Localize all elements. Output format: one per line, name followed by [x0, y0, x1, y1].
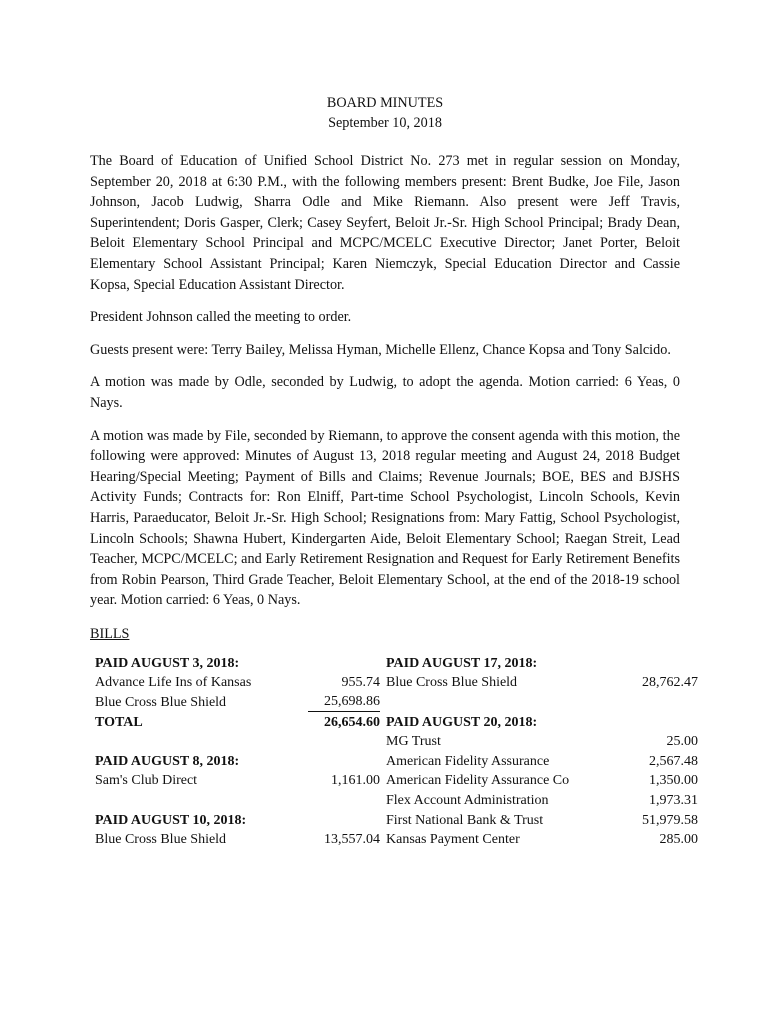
bills-right-column: [386, 654, 698, 850]
agenda-motion-paragraph: A motion was made by Odle, seconded by Ludwig, to adopt the agenda. Motion carried: 6 Yeas, 0 Nays.: [90, 374, 680, 411]
total-amount: 26,654.60: [324, 714, 380, 730]
aug8-heading: PAID AUGUST 8, 2018:: [95, 753, 240, 769]
consent-motion-paragraph: A motion was made by File, seconded by Riemann, to approve the consent agenda with this motion, the following were approved: Minutes of August 13, 2018 regular meeting and August 24, 2018 Budget Hearing/Special Meeting; Payment of Bills and Claims; Revenue Journals; BOE, BES and BJSHS Activity Funds; Contracts for: Ron Elniff, Part-time School Psychologist, Lincoln Schools, Kevin Harris, Paraeducator, Beloit Jr.-Sr. High School; Resignations from: Mary Fattig, School Psychologist, Lincoln Schools; Shawna Hubert, Kindergarten Aide, Beloit Elementary School; Raegan Streit, Lead Teacher, MCPC/MCELC; and Early Retirement Resignation and Request for Early Retirement Benefits from Robin Pearson, Third Grade Teacher, Beloit Elementary School, at the end of the 2018-19 school year. Motion carried: 6 Yeas, 0 Nays.: [90, 427, 680, 609]
spacer: [95, 791, 380, 811]
bill-amount: 1,161.00: [331, 773, 380, 789]
bills-group-heading: [95, 654, 380, 674]
document-date: September 10, 2018: [328, 115, 442, 131]
bill-payee: First National Bank & Trust: [386, 812, 544, 828]
document-title: BOARD MINUTES: [326, 95, 444, 111]
bill-amount: 51,979.58: [642, 812, 698, 828]
bill-row: [386, 830, 698, 850]
bill-payee: MG Trust: [386, 734, 441, 750]
bill-payee: Sam's Club Direct: [95, 773, 198, 789]
bill-row: [95, 673, 380, 693]
bills-section-label: BILLS: [90, 625, 130, 642]
bill-total-row: [95, 713, 380, 733]
bills-group-heading: [386, 654, 698, 674]
bill-amount: 28,762.47: [642, 675, 698, 691]
bill-payee: Advance Life Ins of Kansas: [95, 675, 252, 691]
bill-amount: 2,567.48: [649, 753, 698, 769]
bill-row: [95, 693, 380, 713]
bill-amount: 1,973.31: [649, 793, 698, 809]
bills-table: [90, 654, 698, 854]
bills-left-column: [95, 654, 380, 850]
bill-row: [386, 732, 698, 752]
bill-payee: Blue Cross Blue Shield: [95, 695, 227, 711]
bill-amount: 955.74: [341, 675, 380, 691]
bill-row: [386, 791, 698, 811]
spacer: [95, 732, 380, 752]
bill-row: [386, 673, 698, 693]
total-label: TOTAL: [95, 714, 143, 730]
spacer: [386, 693, 698, 713]
bill-row: [386, 771, 698, 791]
document-page: [90, 93, 698, 854]
bill-amount: 25.00: [666, 734, 698, 750]
bill-amount: 285.00: [659, 832, 698, 848]
bill-payee: Blue Cross Blue Shield: [386, 675, 518, 691]
guests-paragraph: Guests present were: Terry Bailey, Melissa Hyman, Michelle Ellenz, Chance Kopsa and Tony Salcido.: [90, 341, 671, 358]
aug17-heading: PAID AUGUST 17, 2018:: [386, 655, 538, 671]
bill-row: [95, 830, 380, 850]
bill-payee: American Fidelity Assurance: [386, 753, 550, 769]
intro-paragraph: The Board of Education of Unified School District No. 273 met in regular session on Monday, September 20, 2018 at 6:30 P.M., with the following members present: Brent Budke, Joe File, Jason Johnson, Jacob Ludwig, Sharra Odle and Mike Riemann. Also present were Jeff Travis, Superintendent; Doris Gasper, Clerk; Casey Seyfert, Beloit Jr.-Sr. High School Principal; Brady Dean, Beloit Elementary School Principal and MCPC/MCELC Executive Director; Janet Porter, Beloit Elementary School Assistant Principal; Karen Niemczyk, Special Education Director and Cassie Kopsa, Special Education Assistant Director.: [90, 153, 680, 293]
bill-payee: Flex Account Administration: [386, 793, 549, 809]
bill-payee: American Fidelity Assurance Co: [386, 773, 570, 789]
bill-amount: 1,350.00: [649, 773, 698, 789]
bill-row: [386, 811, 698, 831]
call-to-order-paragraph: President Johnson called the meeting to order.: [90, 309, 352, 326]
bill-row: [95, 771, 380, 791]
bills-group-heading: [386, 713, 698, 733]
bills-group-heading: [95, 752, 380, 772]
bill-row: [386, 752, 698, 772]
aug3-heading: PAID AUGUST 3, 2018:: [95, 655, 240, 671]
aug20-heading: PAID AUGUST 20, 2018:: [386, 714, 538, 730]
aug10-heading: PAID AUGUST 10, 2018:: [95, 812, 247, 828]
bill-amount: 13,557.04: [324, 832, 380, 848]
bill-payee: Blue Cross Blue Shield: [95, 832, 227, 848]
bill-payee: Kansas Payment Center: [386, 832, 520, 848]
bills-group-heading: [95, 811, 380, 831]
bill-amount: 25,698.86: [308, 693, 380, 712]
